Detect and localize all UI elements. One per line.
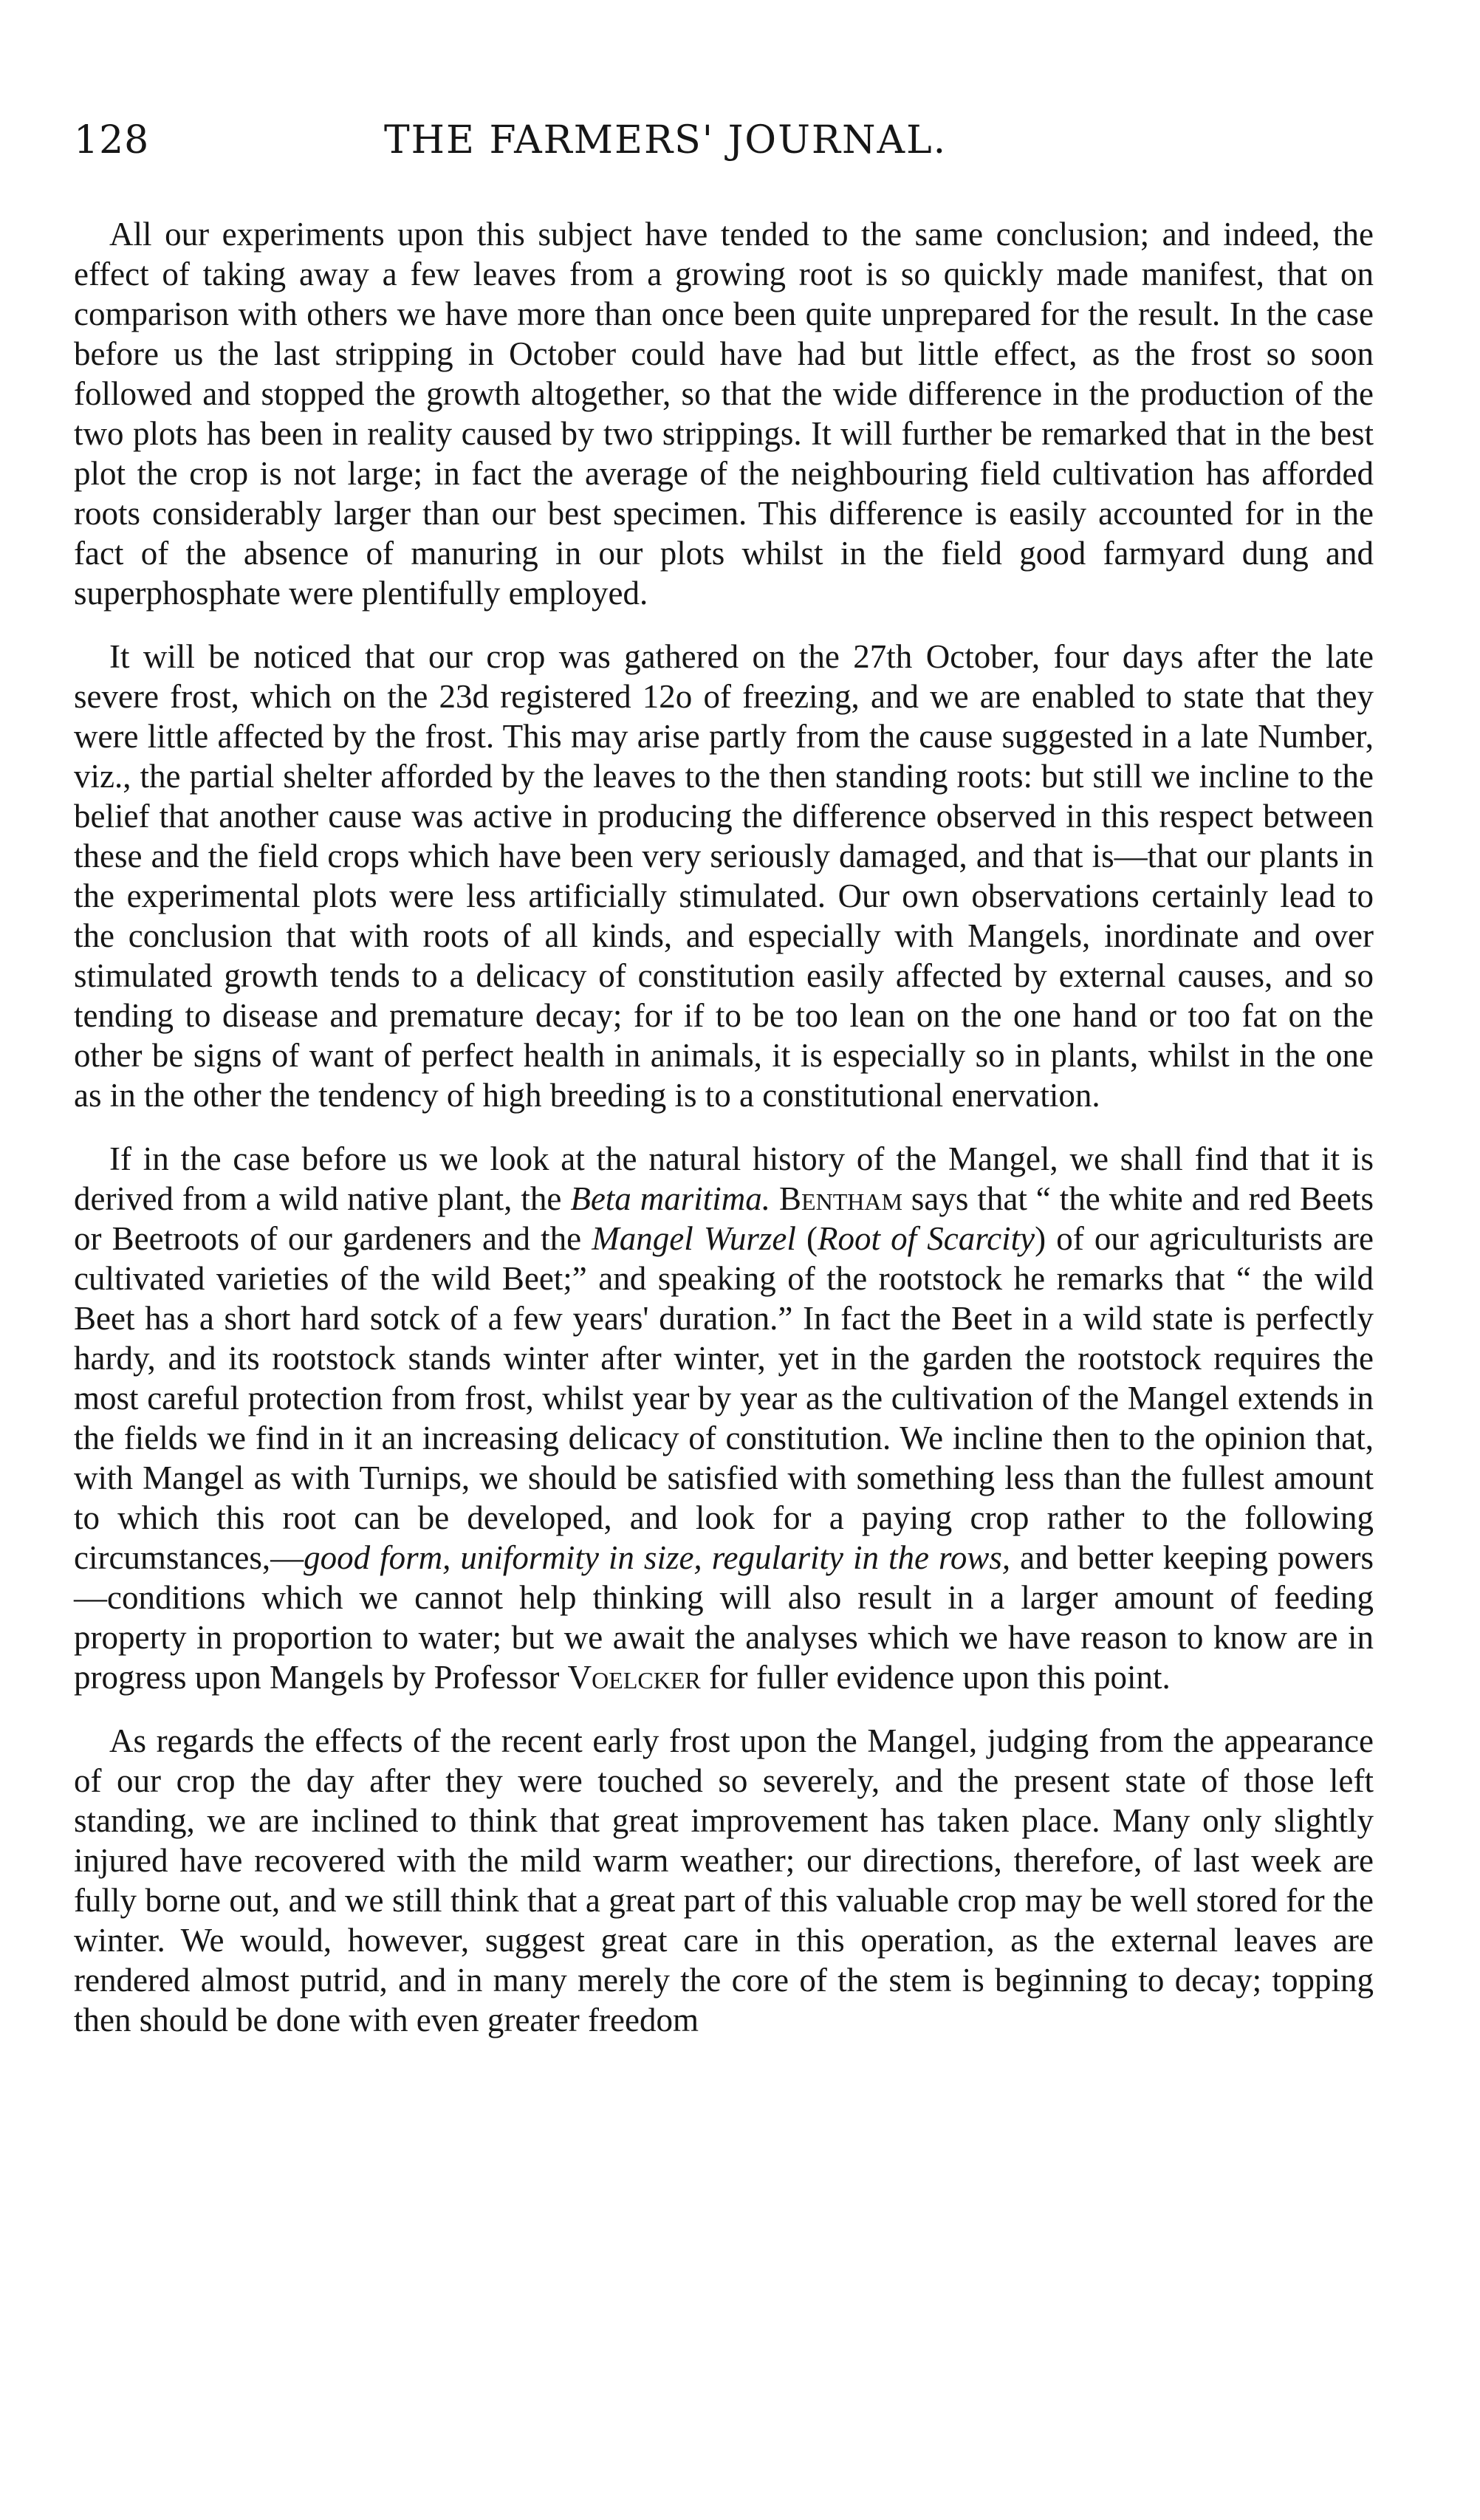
- page-number: 128: [74, 118, 150, 162]
- author-name-voelcker: Voelcker: [567, 1659, 701, 1696]
- term-mangel-wurzel: Mangel Wurzel: [592, 1220, 796, 1257]
- paragraph-4: As regards the effects of the recent early frost upon the Mangel, judging from the appearance of our crop the day after they were touched so severely, and the present state of those left standing, we are inclined to think that great improvement has taken place. Many only slightly injured have recovered with the mild warm weather; our directions, therefore, of last week are fully borne out, and we still think that a great part of this valuable crop may be well stored for the winter. We would, however, suggest great care in this operation, as the external leaves are rendered almost putrid, and in many merely the core of the stem is beginning to decay; topping then should be done with even greater freedom: [74, 1722, 1374, 2038]
- paragraph-3-text: ) of our agriculturists are cultivated varieties of the wild Beet;” and speaking of the rootstock he remarks that “ the wild Beet has a short hard sotck of a few years' duration.” In fact the Beet in a wild state is perfectly hardy, and its rootstock stands winter after winter, yet in the garden the rootstock requires the most careful protection from frost, whilst year by year as the cultivation of the Mangel extends in the fields we find in it an increasing delicacy of constitution. We incline then to the opinion that, with Mangel as with Turnips, we should be satisfied with something less than the fullest amount to which this root can be developed, and look for a paying crop rather to the following circumstances,—: [74, 1220, 1374, 1576]
- paragraph-3-text: for fuller evidence upon this point.: [700, 1659, 1171, 1696]
- species-name: Beta maritima.: [570, 1180, 771, 1217]
- paragraph-3-text: says that “ the white and red Beets or Beetroots of our gardeners and the: [74, 1180, 1374, 1257]
- author-name-bentham: Bentham: [779, 1180, 902, 1217]
- paragraph-3-text: and better keeping powers—conditions which we cannot help thinking will also result in a larger amount of feeding property in proportion to water; but we await the analyses which we have reason to know are in progress upon Mangels by Professor: [74, 1539, 1374, 1696]
- journal-page: [74, 111, 1374, 2064]
- paragraph-3-text: If in the case before us we look at the natural history of the Mangel, we shall find that it is derived from a wild native plant, the: [74, 1140, 1374, 1217]
- page-header: [74, 111, 1374, 177]
- running-title: THE FARMERS' JOURNAL.: [384, 118, 948, 162]
- paragraph-1: All our experiments upon this subject have tended to the same conclusion; and indeed, the effect of taking away a few leaves from a growing root is so quickly made manifest, that on comparison with others we have more than once been quite unprepared for the result. In the case before us the last stripping in October could have had but little effect, as the frost so soon followed and stopped the growth altogether, so that the wide difference in the production of the two plots has been in reality caused by two strippings. It will further be remarked that in the best plot the crop is not large; in fact the average of the neighbouring field cultivation has afforded roots considerably larger than our best specimen. This difference is easily accounted for in the fact of the absence of manuring in our plots whilst in the field good farmyard dung and superphosphate were plentifully employed.: [74, 216, 1374, 612]
- term-root-of-scarcity: Root of Scarcity: [818, 1220, 1035, 1257]
- paragraph-2: It will be noticed that our crop was gathered on the 27th October, four days after the late severe frost, which on the 23d registered 12o of freezing, and we are enabled to state that they were little affected by the frost. This may arise partly from the cause suggested in a late Number, viz., the partial shelter afforded by the leaves to the then standing roots: but still we incline to the belief that another cause was active in producing the difference observed in this respect between these and the field crops which have been very seriously damaged, and that is—that our plants in the experimental plots were less artificially stimulated. Our own observations certainly lead to the conclusion that with roots of all kinds, and especially with Mangels, inordinate and over stimulated growth tends to a delicacy of constitution easily affected by external causes, and so tending to disease and premature decay; for if to be too lean on the one hand or too fat on the other be signs of want of perfect health in animals, it is especially so in plants, whilst in the one as in the other the tendency of high breeding is to a constitutional enervation.: [74, 638, 1374, 1114]
- paragraph-3: [74, 1139, 1374, 1697]
- paragraph-3-text: (: [795, 1220, 818, 1257]
- paragraph-3-space: [770, 1180, 779, 1217]
- emphasis-qualities: good form, uniformity in size, regularity in the rows,: [304, 1539, 1011, 1576]
